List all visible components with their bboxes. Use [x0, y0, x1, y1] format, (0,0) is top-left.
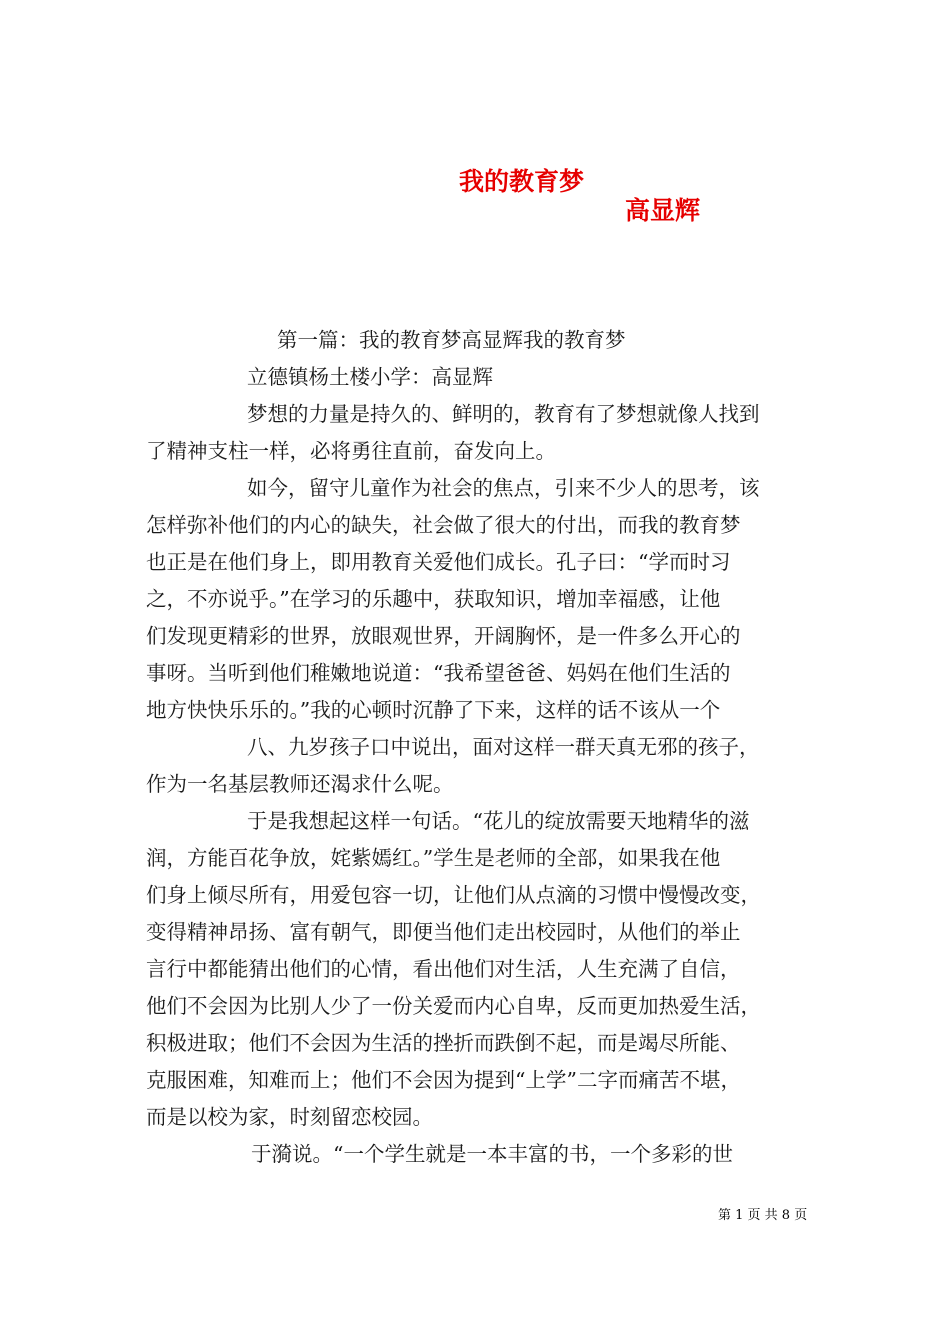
body-line: 润，方能百花争放，姹紫嫣红。”学生是老师的全部，如果我在他 — [146, 846, 721, 870]
page-number: 第 1 页 共 8 页 — [718, 1208, 808, 1223]
body-line: 事呀。当听到他们稚嫩地说道：“我希望爸爸、妈妈在他们生活的 — [146, 661, 731, 685]
body-line: 于漪说。“一个学生就是一本丰富的书，一个多彩的世 — [251, 1142, 733, 1166]
body-line: 们身上倾尽所有，用爱包容一切，让他们从点滴的习惯中慢慢改变， — [146, 883, 761, 907]
body-line: 变得精神昂扬、富有朝气，即便当他们走出校园时，从他们的举止 — [146, 920, 741, 944]
title-author: 高显辉 — [625, 196, 701, 225]
body-line: 立德镇杨土楼小学：高显辉 — [247, 365, 493, 389]
body-line: 们发现更精彩的世界，放眼观世界，开阔胸怀，是一件多么开心的 — [146, 624, 741, 648]
body-line: 他们不会因为比别人少了一份关爱而内心自卑，反而更加热爱生活， — [146, 994, 761, 1018]
body-line: 八、九岁孩子口中说出，面对这样一群天真无邪的孩子， — [247, 735, 760, 759]
body-line: 梦想的力量是持久的、鲜明的，教育有了梦想就像人找到 — [247, 402, 760, 426]
title-text: 我的教育梦 — [459, 167, 585, 196]
body-line: 而是以校为家，时刻留恋校园。 — [146, 1105, 433, 1129]
body-line: 作为一名基层教师还渴求什么呢。 — [146, 772, 454, 796]
body-line: 积极进取；他们不会因为生活的挫折而跌倒不起，而是竭尽所能、 — [146, 1031, 741, 1055]
body-line: 于是我想起这样一句话。“花儿的绽放需要天地精华的滋 — [247, 809, 750, 833]
body-line: 也正是在他们身上，即用教育关爱他们成长。孔子曰：“学而时习 — [146, 550, 731, 574]
body-line: 之，不亦说乎。”在学习的乐趣中，获取知识，增加幸福感，让他 — [146, 587, 721, 611]
body-line: 地方快快乐乐的。”我的心顿时沉静了下来，这样的话不该从一个 — [146, 698, 721, 722]
body-line: 怎样弥补他们的内心的缺失，社会做了很大的付出，而我的教育梦 — [146, 513, 741, 537]
body-line: 克服困难，知难而上；他们不会因为提到“上学”二字而痛苦不堪， — [146, 1068, 741, 1092]
body-line: 了精神支柱一样，必将勇往直前，奋发向上。 — [146, 439, 556, 463]
body-line: 言行中都能猜出他们的心情，看出他们对生活，人生充满了自信， — [146, 957, 741, 981]
body-line: 第一篇：我的教育梦高显辉我的教育梦 — [277, 328, 626, 352]
body-line: 如今，留守儿童作为社会的焦点，引来不少人的思考，该 — [247, 476, 760, 500]
document-title — [0, 133, 950, 249]
